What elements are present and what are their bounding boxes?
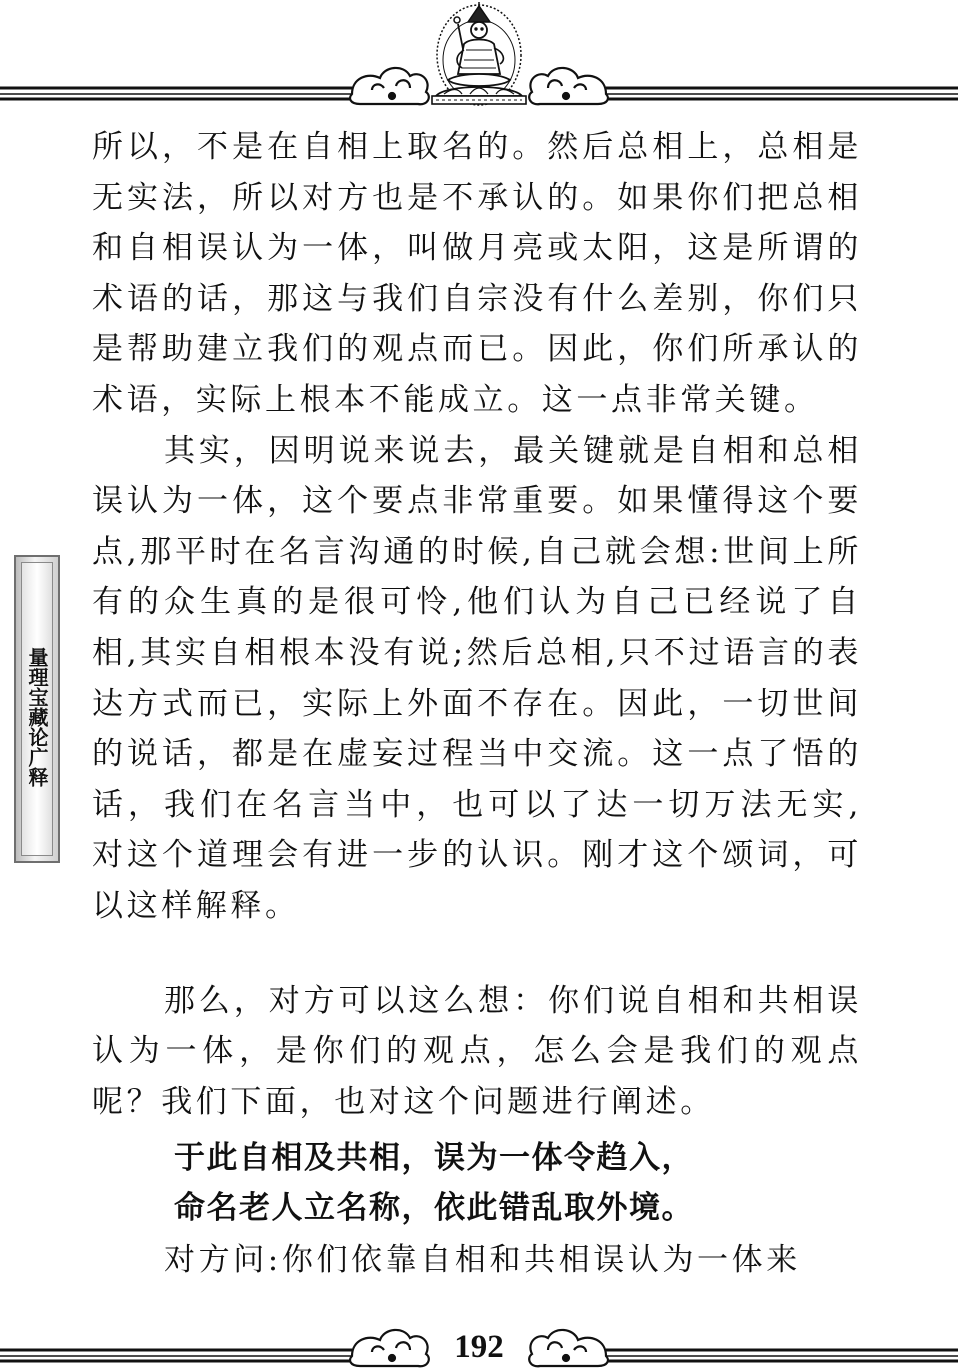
verse-line-1: 于此自相及共相，误为一体令趋入，	[174, 1140, 694, 1177]
verse-line-2: 命名老人立名称，依此错乱取外境。	[174, 1190, 694, 1227]
paragraph-2: 其实，因明说来说去，最关键就是自相和总相误认为一体，这个要点非常重要。如果懂得这个要点,那平时在名言沟通的时候,自己就会想:世间上所有的众生真的是很可怜,他们认为自己已经说了自相,其实自相根本没有说;然后总相,只不过语言的表达方式而已，实际上外面不存在。因此，一切世间的说话，都是在虚妄过程当中交流。这一点了悟的话，我们在名言当中，也可以了达一切万法无实,对这个道理会有进一步的认识。刚才这个颂词，可以这样解释。	[92, 432, 862, 924]
header-ornament	[0, 0, 958, 112]
side-tab-frame	[21, 562, 53, 856]
paragraph-3: 那么，对方可以这么想：你们说自相和共相误认为一体，是你们的观点，怎么会是我们的观点呢？我们下面，也对这个问题进行阐述。	[92, 982, 862, 1120]
cloud-scroll-icon	[529, 68, 608, 104]
side-tab	[14, 555, 60, 863]
guru-rinpoche-figure-icon	[432, 2, 526, 105]
cloud-scroll-icon	[350, 68, 429, 104]
closing-line: 对方问:你们依靠自相和共相误认为一体来	[164, 1242, 801, 1279]
paragraph-1: 所以，不是在自相上取名的。然后总相上，总相是无实法，所以对方也是不承认的。如果你们把总相和自相误认为一体，叫做月亮或太阳，这是所谓的术语的话，那这与我们自宗没有什么差别，你们只是帮助建立我们的观点而已。因此，你们所承认的术语，实际上根本不能成立。这一点非常关键。	[92, 129, 862, 418]
paragraph-gap	[92, 932, 862, 976]
cloud-scroll-icon	[529, 1330, 608, 1366]
page-content	[92, 122, 862, 1286]
page-number: 192	[454, 1329, 504, 1365]
book-title-vertical: 量理宝藏论广释	[25, 647, 49, 787]
cloud-scroll-icon	[350, 1330, 429, 1366]
page-header	[0, 0, 958, 112]
